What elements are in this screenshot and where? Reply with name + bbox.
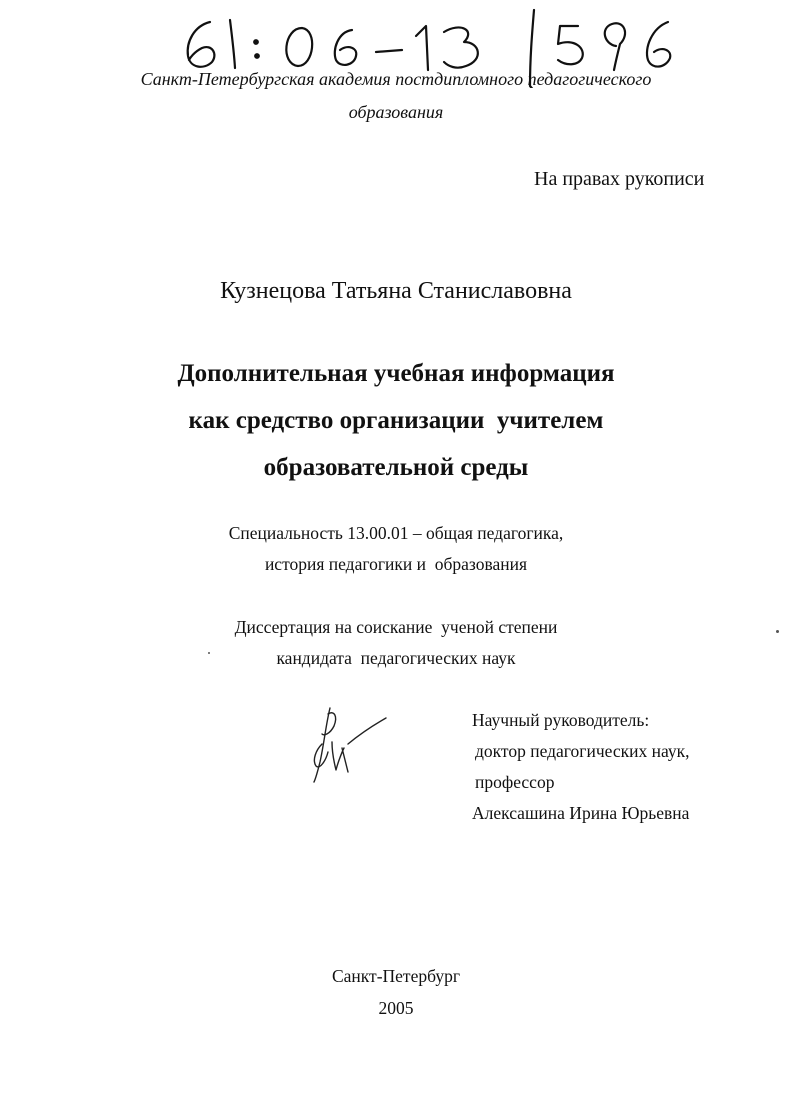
title-line-3: образовательной среды	[263, 454, 529, 481]
supervisor-name: Алексашина Ирина Юрьевна	[472, 803, 690, 823]
signature	[298, 704, 390, 788]
organization-line-2: образования	[348, 102, 444, 122]
organization-name	[0, 64, 792, 127]
specialty-line-1: Специальность 13.00.01 – общая педагогика,	[228, 523, 564, 543]
specialty	[0, 518, 792, 580]
degree-line-2: кандидата педагогических наук	[276, 648, 516, 668]
supervisor-degree: доктор педагогических наук,	[475, 741, 690, 761]
author-name: Кузнецова Татьяна Станиславовна	[220, 278, 572, 304]
city: Санкт-Петербург	[331, 966, 461, 986]
supervisor-block	[472, 705, 689, 829]
scan-speck	[208, 652, 210, 654]
specialty-line-2: история педагогики и образования	[264, 554, 528, 574]
organization-line-1: Санкт-Петербургская академия постдипломного педагогического	[140, 69, 652, 89]
supervisor-label: Научный руководитель:	[472, 710, 650, 730]
degree-statement	[0, 612, 792, 674]
scan-speck	[776, 630, 779, 633]
year: 2005	[378, 998, 414, 1018]
title-line-2: как средство организации учителем	[188, 407, 604, 434]
supervisor-rank: профессор	[475, 772, 555, 792]
degree-line-1: Диссертация на соискание ученой степени	[234, 617, 558, 637]
footer	[0, 960, 792, 1024]
dissertation-title	[0, 350, 792, 491]
title-line-1: Дополнительная учебная информация	[177, 360, 615, 387]
rights-note: На правах рукописи	[534, 168, 705, 190]
